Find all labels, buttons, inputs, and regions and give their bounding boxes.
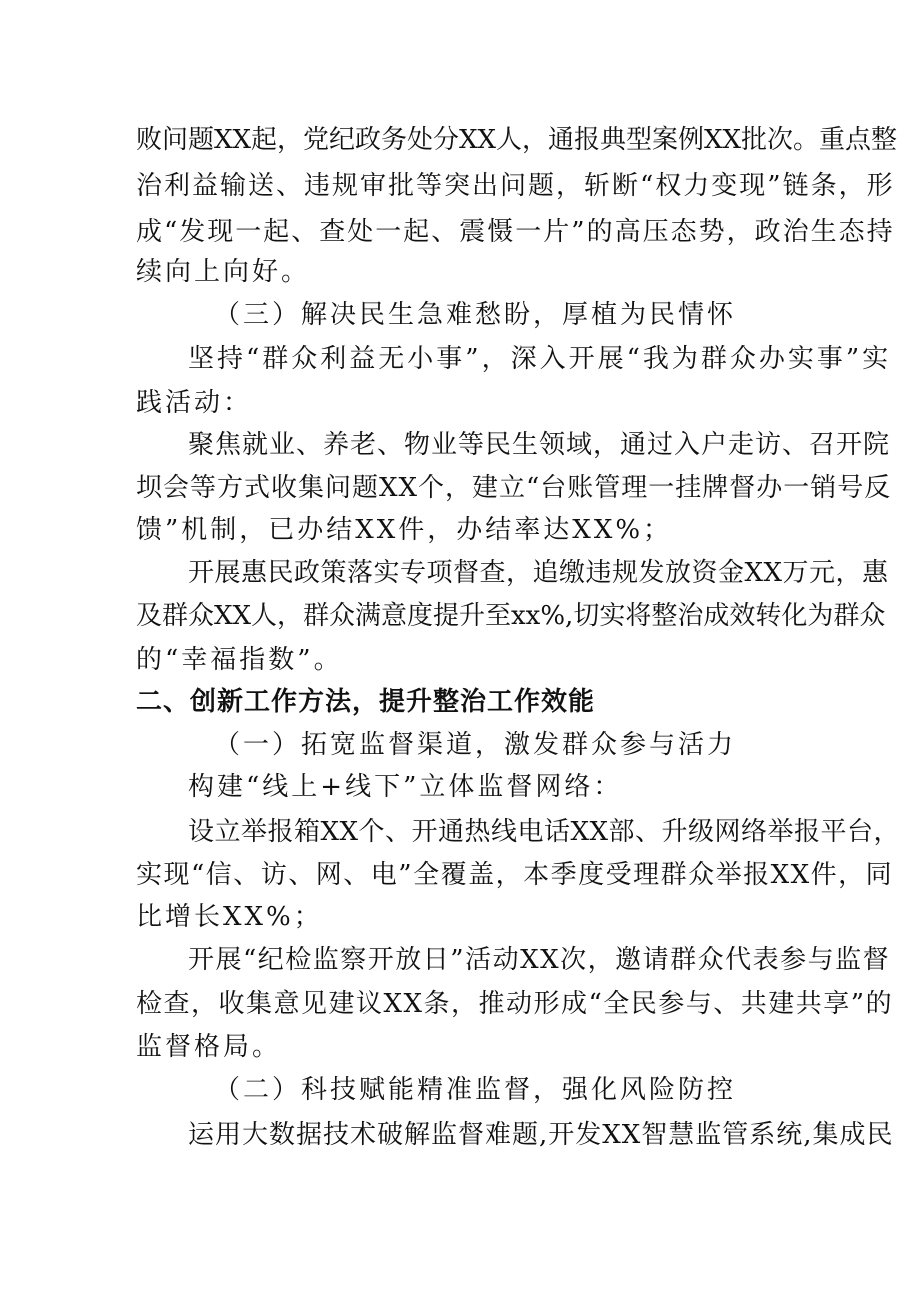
- paragraph-line: 续向上向好。: [136, 257, 311, 287]
- paragraph-line: 开展“纪检监察开放日”活动XX次，邀请群众代表参与监督: [188, 945, 891, 975]
- paragraph-line: 检查，收集意见建议XX条，推动形成“全民参与、共建共享”的: [136, 989, 894, 1019]
- paragraph-line: 的“幸福指数”。: [136, 645, 343, 675]
- paragraph-line: 构建“线上+线下”立体监督网络：: [188, 772, 623, 802]
- section-subheading: （二）科技赋能精准监督，强化风险防控: [214, 1075, 737, 1105]
- paragraph-line: 实现“信、访、网、电”全覆盖，本季度受理群众举报XX件，同: [136, 860, 894, 890]
- paragraph-line: 设立举报箱XX个、开通热线电话XX部、升级网络举报平台，: [188, 817, 901, 847]
- paragraph-line: 成“发现一起、查处一起、震慑一片”的高压态势，政治生态持: [136, 217, 895, 247]
- paragraph-line: 开展惠民政策落实专项督查，追缴违规发放资金XX万元，惠: [188, 558, 889, 588]
- section-subheading: （一）拓宽监督渠道，激发群众参与活力: [214, 730, 737, 760]
- paragraph-line: 馈”机制，已办结XX件，办结率达XX%；: [136, 515, 673, 545]
- section-heading: 二、创新工作方法，提升整治工作效能: [136, 687, 596, 717]
- paragraph-line: 监督格局。: [136, 1032, 282, 1062]
- paragraph-line: 败问题XX起，党纪政务处分XX人，通报典型案例XX批次。重点整: [136, 125, 898, 155]
- paragraph-line: 及群众XX人，群众满意度提升至xx%,切实将整治成效转化为群众: [136, 601, 886, 631]
- paragraph-line: 践活动：: [136, 388, 253, 418]
- section-subheading: （三）解决民生急难愁盼，厚植为民情怀: [214, 300, 737, 330]
- paragraph-line: 聚焦就业、养老、物业等民生领域，通过入户走访、召开院: [188, 430, 891, 460]
- paragraph-line: 治利益输送、违规审批等突出问题，斩断“权力变现”链条，形: [136, 171, 895, 201]
- paragraph-line: 比增长XX%；: [136, 902, 323, 932]
- paragraph-line: 运用大数据技术破解监督难题,开发XX智慧监管系统,集成民: [188, 1120, 894, 1150]
- paragraph-line: 坝会等方式收集问题XX个，建立“台账管理一挂牌督办一销号反: [136, 473, 892, 503]
- paragraph-line: 坚持“群众利益无小事”，深入开展“我为群众办实事”实: [188, 344, 892, 374]
